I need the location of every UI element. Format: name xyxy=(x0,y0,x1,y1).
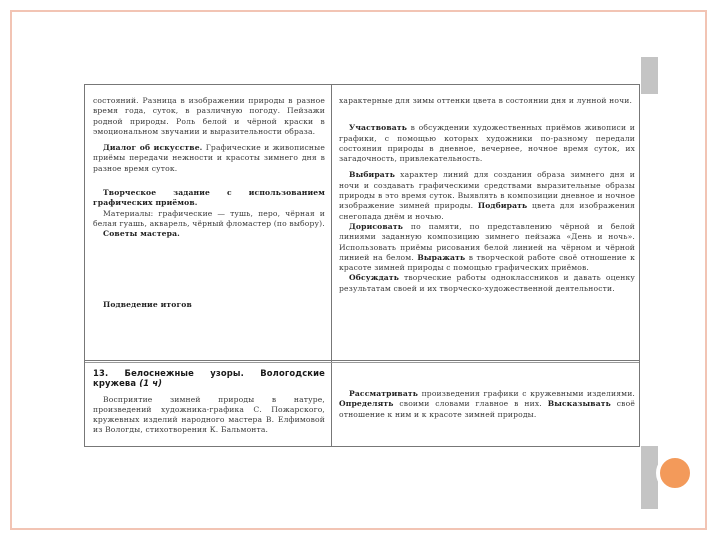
right-pick-text: цвета для изображения снегопада днём и ночью. xyxy=(339,201,635,221)
lesson-13-title-text: 13. Белоснежные узоры. Вологодские кружева xyxy=(93,368,325,389)
left-lower-cell xyxy=(93,368,325,436)
right-text-colors: характерные для зимы оттенки цвета в состоянии дня и лунной ночи. xyxy=(339,96,633,105)
right-discuss-text: творческие работы одноклассников и давать оценку результатам своей и их творческо-художественной деятельности. xyxy=(339,273,635,293)
right-participate-head: Участвовать xyxy=(349,123,408,133)
right-upper-cell xyxy=(339,96,635,294)
lesson-13-title xyxy=(93,368,325,389)
right-define-text: своими словами главное в них. xyxy=(399,399,542,409)
left-upper-cell xyxy=(93,96,325,310)
lesson-13-hours: (1 ч) xyxy=(139,378,163,389)
decorative-dot xyxy=(656,454,694,492)
left-dialog xyxy=(93,143,325,174)
right-examine xyxy=(339,389,635,420)
right-participate xyxy=(339,123,635,164)
right-speak-head: Высказывать xyxy=(547,399,611,409)
row-divider xyxy=(85,360,639,361)
right-choose-text: характер линий для создания образа зимнего дня и ночи и создавать графическими средствами выразительные образы природы в это время суток. Выявлять в композиции дневное и ночное изображение зимней природы. xyxy=(339,170,635,211)
right-pick-head: Подбирать xyxy=(477,201,528,211)
right-participate-text: в обсуждении художественных приёмов живописи и графики, с помощью которых художники по-разному передали состояния природы в дневное, вечернее, ночное время суток, их загадочность, привлекательность. xyxy=(339,123,635,164)
left-materials: Материалы: графические — тушь, перо, чёрная и белая гуашь, акварель, чёрный фломастер (по выбору). xyxy=(93,208,325,228)
left-dialog-head: Диалог об искусстве. xyxy=(103,143,203,153)
right-discuss-head: Обсуждать xyxy=(349,273,400,283)
right-lower-cell xyxy=(339,389,635,420)
scrollbar-top[interactable] xyxy=(641,57,658,94)
lesson-table xyxy=(84,84,640,447)
left-perception: Восприятие зимней природы в натуре, произведений художника-графика С. Пожарского, кружевных изделий народного мастера В. Елфимовой из Вологды, стихотворения К. Бальмонта. xyxy=(93,394,325,435)
row-divider-double xyxy=(85,362,639,363)
scrollbar-bottom[interactable] xyxy=(641,446,658,509)
right-speak-text: своё отношение к ним и к красоте зимней природы. xyxy=(339,399,635,419)
left-tips: Советы мастера. xyxy=(103,229,180,239)
right-choose-head: Выбирать xyxy=(349,170,396,180)
right-express-head: Выражать xyxy=(417,252,466,262)
right-choose xyxy=(339,170,635,221)
right-examine-head: Рассматривать xyxy=(349,389,419,398)
right-discuss xyxy=(339,273,635,294)
left-text-state: состояний. Разница в изображении природы в разное время года, суток, в различную погоду. Пейзажи родной природы. Роль белой и чёрной краски в эмоциональном звучании и выразительности образа. xyxy=(93,96,325,136)
left-summary: Подведение итогов xyxy=(103,299,192,309)
left-task-head: Творческое задание с использованием графических приёмов. xyxy=(93,188,325,208)
left-dialog-text: Графические и живописные приёмы передачи нежности и красоты зимнего дня в разное время суток. xyxy=(93,143,325,173)
column-divider xyxy=(331,85,332,446)
right-draw-head: Дорисовать xyxy=(349,221,404,231)
right-draw xyxy=(339,222,635,273)
right-express-text: в творческой работе своё отношение к красоте зимней природы с помощью графических приёмов. xyxy=(339,252,635,273)
right-examine-text: произведения графики с кружевными изделиями. xyxy=(421,389,635,398)
right-define-head: Определять xyxy=(339,399,394,409)
right-draw-text: по памяти, по представлению чёрной и белой линиями заданную композицию зимнего пейзажа «День и ночь». Использовать приёмы рисования белой линией на чёрном и чёрной линией на белом. xyxy=(339,221,635,262)
